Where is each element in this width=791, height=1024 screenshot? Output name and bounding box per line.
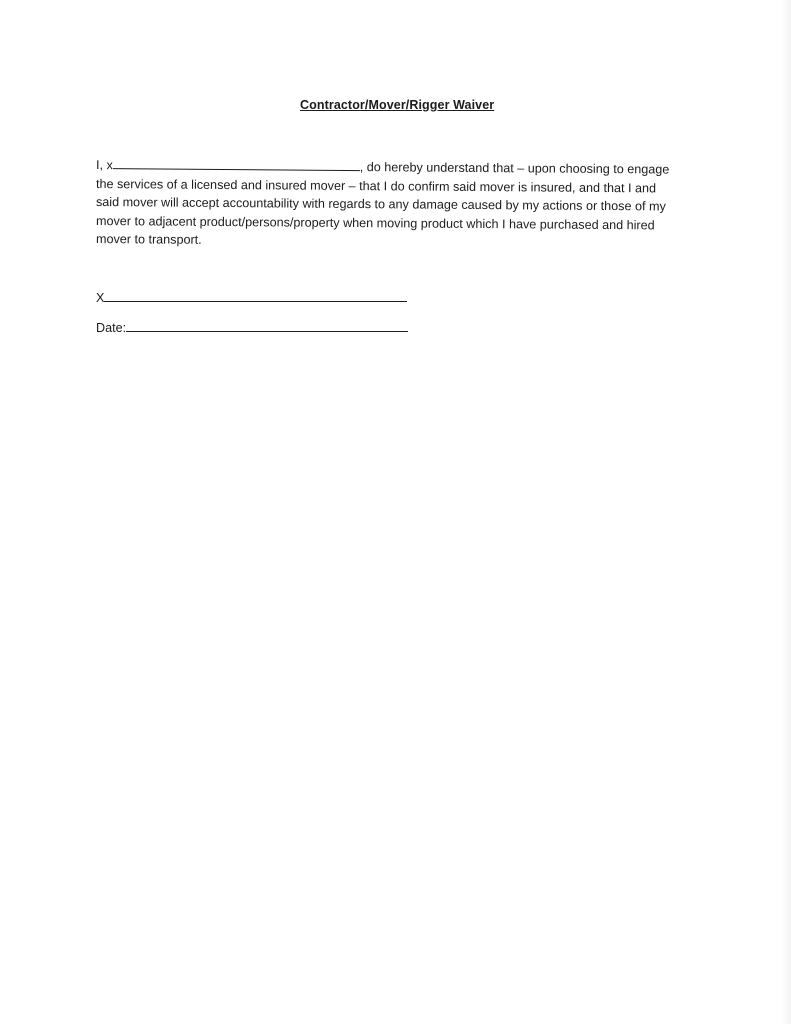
name-blank-line[interactable] — [113, 157, 360, 171]
paragraph-line-3: said mover will accept accountability with regards to any damage caused by my actions or those of my — [95, 195, 666, 214]
signature-row — [96, 288, 407, 305]
paragraph-line-2: the services of a licensed and insured mover – that I do confirm said mover is insured, and that I and — [95, 176, 657, 195]
waiver-paragraph — [96, 156, 696, 249]
document-title: Contractor/Mover/Rigger Waiver — [300, 98, 495, 112]
paragraph-line-5: mover to transport. — [95, 232, 202, 248]
scan-edge-shadow — [781, 0, 791, 1024]
signature-label: X — [96, 291, 105, 305]
date-label: Date: — [96, 321, 127, 335]
signature-blank-line[interactable] — [104, 288, 407, 302]
paragraph-line-1-text: , do hereby understand that – upon choosing to engage — [359, 160, 670, 177]
paragraph-line-4: mover to adjacent product/persons/property when moving product which I have purchased and hired — [95, 213, 655, 233]
date-row — [96, 318, 408, 335]
date-blank-line[interactable] — [126, 318, 408, 332]
name-prefix: I, x — [95, 158, 113, 173]
